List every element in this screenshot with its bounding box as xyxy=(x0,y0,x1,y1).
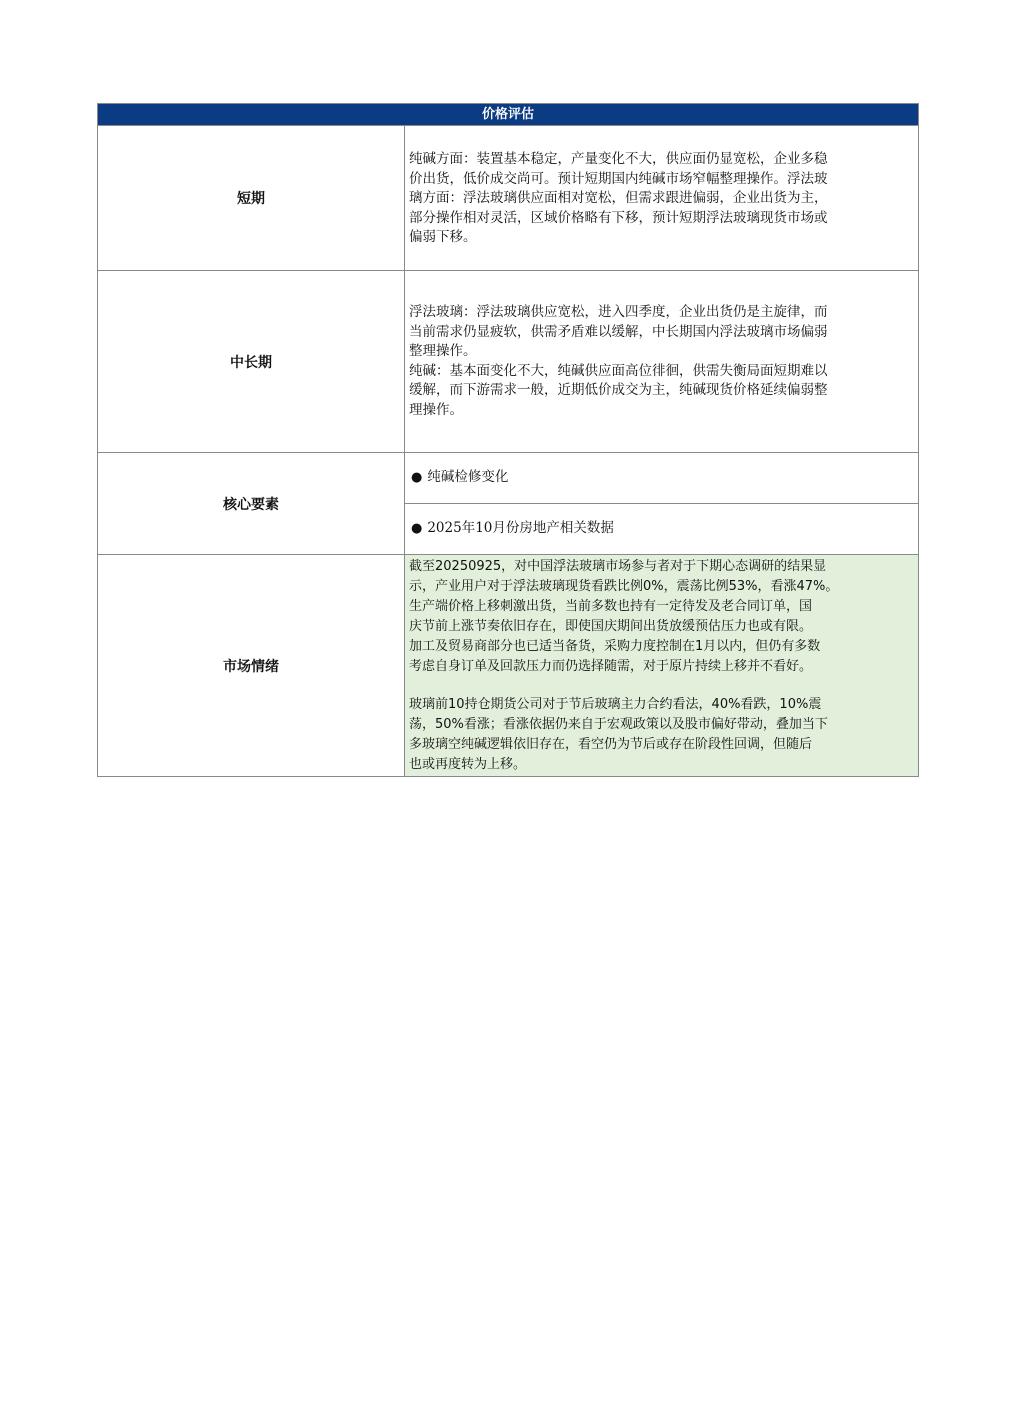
text-line: 理操作。 xyxy=(409,401,463,418)
text-line: 偏弱下移。 xyxy=(409,229,477,245)
text-line: 部分操作相对灵活，区域价格略有下移，预计短期浮法玻璃现货市场或 xyxy=(409,209,828,226)
price-assessment-table xyxy=(97,103,919,777)
mid-long-term-content xyxy=(405,271,918,452)
text-line: 价出货，低价成交尚可。预计短期国内纯碱市场窄幅整理操作。浮法玻 xyxy=(409,170,828,187)
text-line: 考虑自身订单及回款压力而仍选择随需，对于原片持续上移并不看好。 xyxy=(409,659,813,674)
text-line: 缓解，而下游需求一般，近期低价成交为主，纯碱现货价格延续偏弱整 xyxy=(409,382,828,398)
text-line: 玻璃前10持仓期货公司对于节后玻璃主力合约看法，40%看跌，10%震 xyxy=(409,697,822,712)
table-title: 价格评估 xyxy=(98,104,918,126)
row-label-market-sentiment: 市场情绪 xyxy=(98,555,405,776)
text-line: 截至20250925，对中国浮法玻璃市场参与者对于下期心态调研的结果显 xyxy=(409,559,827,574)
core-item-label: 纯碱检修变化 xyxy=(427,469,509,486)
text-line: 当前需求仍显疲软，供需矛盾难以缓解，中长期国内浮法玻璃市场偏弱 xyxy=(409,323,828,340)
text-line: 璃方面：浮法玻璃供应面相对宽松，但需求跟进偏弱，企业出货为主， xyxy=(409,190,828,206)
text-line: 示，产业用户对于浮法玻璃现货看跌比例0%，震荡比例53%，看涨47%。 xyxy=(409,579,839,594)
text-line: 也或再度转为上移。 xyxy=(409,757,527,772)
core-item-label: 2025年10月份房地产相关数据 xyxy=(427,520,614,537)
text-line: 加工及贸易商部分也已适当备货，采购力度控制在1月以内，但仍有多数 xyxy=(409,639,821,654)
row-core-factors xyxy=(98,453,918,555)
bullet-icon: ● xyxy=(411,470,423,486)
list-item xyxy=(405,503,918,554)
text-line: 多玻璃空纯碱逻辑依旧存在，看空仍为节后或存在阶段性回调，但随后 xyxy=(409,737,813,752)
list-item xyxy=(405,453,918,503)
core-factors-content xyxy=(405,453,918,554)
bullet-icon: ● xyxy=(411,521,423,537)
row-short-term xyxy=(98,126,918,271)
text-line: 生产端价格上移刺激出货，当前多数也持有一定待发及老合同订单，国 xyxy=(409,599,813,614)
text-line: 纯碱方面：装置基本稳定，产量变化不大，供应面仍显宽松，企业多稳 xyxy=(409,151,828,167)
short-term-content xyxy=(405,126,918,270)
market-sentiment-content xyxy=(405,555,918,776)
row-label-mid-long-term: 中长期 xyxy=(98,271,405,452)
text-line: 整理操作。 xyxy=(409,343,477,359)
row-label-short-term: 短期 xyxy=(98,126,405,270)
text-line: 浮法玻璃：浮法玻璃供应宽松，进入四季度，企业出货仍是主旋律，而 xyxy=(409,304,828,320)
row-market-sentiment xyxy=(98,555,918,776)
row-label-core-factors: 核心要素 xyxy=(98,453,405,554)
paragraph-gap xyxy=(409,677,912,695)
row-mid-long-term xyxy=(98,271,918,453)
text-line: 荡，50%看涨；看涨依据仍来自于宏观政策以及股市偏好带动，叠加当下 xyxy=(409,717,828,732)
text-line: 纯碱：基本面变化不大，纯碱供应面高位徘徊，供需失衡局面短期难以 xyxy=(409,362,828,379)
text-line: 庆节前上涨节奏依旧存在，即使国庆期间出货放缓预估压力也或有限。 xyxy=(409,619,813,634)
